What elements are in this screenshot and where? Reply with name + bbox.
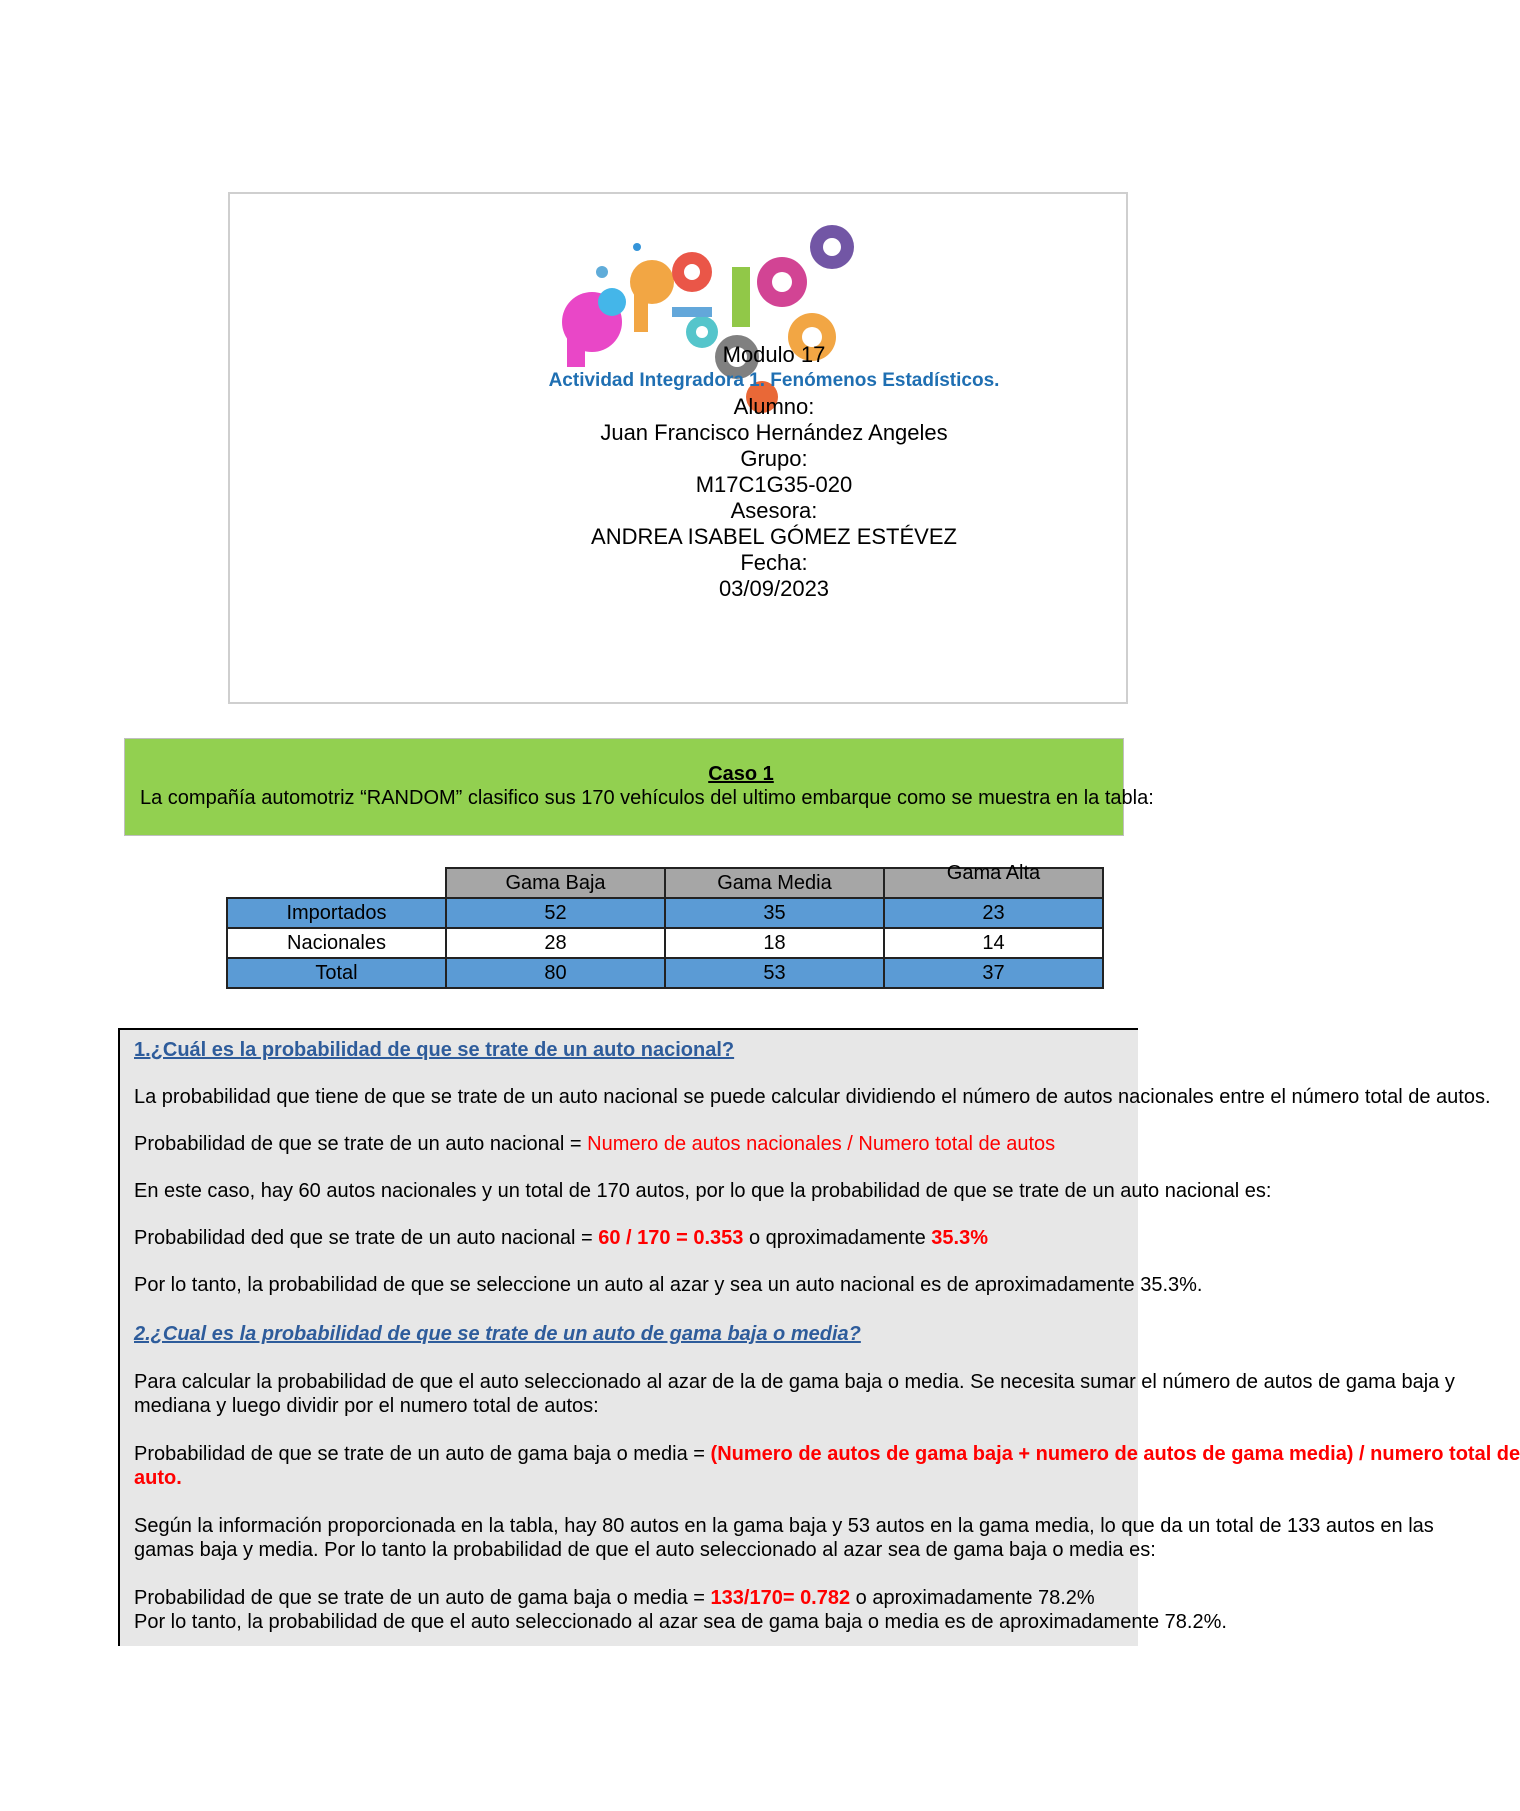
answer-paragraph: Por lo tanto, la probabilidad de que el auto seleccionado al azar sea de gama baja o media es de aproximadamente 78.2%. [134, 1611, 1227, 1633]
row-label: Nacionales [227, 928, 446, 958]
vehicle-table [226, 861, 1104, 989]
case-banner [124, 738, 1154, 836]
date-value: 03/09/2023 [718, 576, 830, 601]
table-cell: 28 [446, 928, 665, 958]
table-corner [227, 868, 446, 898]
row-label: Importados [227, 898, 446, 928]
answer-formula [134, 1132, 1055, 1156]
table-header-row [227, 868, 1103, 898]
table-cell: 52 [446, 898, 665, 928]
formula-text: Probabilidad de que se trate de un auto de gama baja o media = [134, 1443, 711, 1465]
column-header: Gama Media [665, 868, 884, 898]
date-label: Fecha: [740, 550, 808, 575]
result-expression: 60 / 170 = 0.353 [598, 1227, 744, 1249]
answer-formula [134, 1442, 1520, 1466]
answers-box [118, 1028, 1520, 1646]
table-cell: 53 [665, 958, 884, 988]
table-cell: 18 [665, 928, 884, 958]
advisor-label: Asesora: [730, 498, 818, 523]
answer-paragraph: Por lo tanto, la probabilidad de que se seleccione un auto al azar y sea un auto nacional es de aproximadamente 35.3%. [134, 1274, 1203, 1296]
student-name: Juan Francisco Hernández Angeles [600, 420, 948, 445]
module-title: Modulo 17 [722, 342, 826, 367]
table-row [227, 898, 1103, 928]
formula-expression: (Numero de autos de gama baja + numero de autos de gama media) / numero total de [710, 1443, 1520, 1465]
group-label: Grupo: [740, 446, 808, 471]
table-row [227, 958, 1103, 988]
result-text: Probabilidad ded que se trate de un auto nacional = [134, 1227, 599, 1249]
case-title: Caso 1 [708, 763, 774, 785]
table-cell: 23 [884, 898, 1103, 928]
result-expression: 133/170= 0.782 [710, 1587, 851, 1609]
group-value: M17C1G35-020 [695, 472, 853, 497]
formula-expression: Numero de autos nacionales / Numero total de autos [587, 1133, 1056, 1155]
table-cell: 14 [884, 928, 1103, 958]
table-cell: 37 [884, 958, 1103, 988]
question-1: 1.¿Cuál es la probabilidad de que se trate de un auto nacional? [134, 1039, 735, 1061]
result-text: o aproximadamente 78.2% [850, 1587, 1095, 1609]
row-label: Total [227, 958, 446, 988]
answer-paragraph: gamas baja y media. Por lo tanto la probabilidad de que el auto seleccionado al azar sea de gama baja o media es: [134, 1539, 1156, 1561]
formula-expression-cont: auto. [134, 1467, 182, 1489]
answer-paragraph: Para calcular la probabilidad de que el auto seleccionado al azar de la de gama baja o media. Se necesita sumar el número de autos de gama baja y [134, 1371, 1455, 1393]
table-row [227, 928, 1103, 958]
advisor-name: ANDREA ISABEL GÓMEZ ESTÉVEZ [591, 524, 957, 549]
question-2: 2.¿Cual es la probabilidad de que se trate de un auto de gama baja o media? [134, 1323, 861, 1345]
header-text [230, 342, 1315, 602]
answer-result [134, 1226, 988, 1250]
column-header-label: Gama Alta [946, 861, 1041, 884]
activity-title: Actividad Integradora 1. Fenómenos Estadísticos. [548, 370, 1000, 391]
answer-paragraph: En este caso, hay 60 autos nacionales y un total de 170 autos, por lo que la probabilidad de que se trate de un auto nacional es: [134, 1180, 1272, 1202]
table-cell: 80 [446, 958, 665, 988]
column-header: Gama Baja [446, 868, 665, 898]
table-cell: 35 [665, 898, 884, 928]
student-label: Alumno: [733, 394, 815, 419]
answer-paragraph: Según la información proporcionada en la tabla, hay 80 autos en la gama baja y 53 autos en la gama media, lo que da un total de 133 autos en las [134, 1515, 1434, 1537]
column-header [884, 861, 1103, 898]
answer-paragraph: La probabilidad que tiene de que se trate de un auto nacional se puede calcular dividiendo el número de autos nacionales entre el número total de autos. [134, 1086, 1491, 1108]
header-box [228, 192, 1128, 704]
formula-text: Probabilidad de que se trate de un auto nacional = [134, 1133, 588, 1155]
result-text: Probabilidad de que se trate de un auto de gama baja o media = [134, 1587, 711, 1609]
answer-result [134, 1586, 1095, 1610]
case-description: La compañía automotriz “RANDOM” clasifico sus 170 vehículos del ultimo embarque como se muestra en la tabla: [140, 787, 1154, 809]
answer-paragraph: mediana y luego dividir por el numero total de autos: [134, 1395, 599, 1417]
result-text: o qproximadamente [743, 1227, 932, 1249]
result-percent: 35.3% [931, 1227, 988, 1249]
